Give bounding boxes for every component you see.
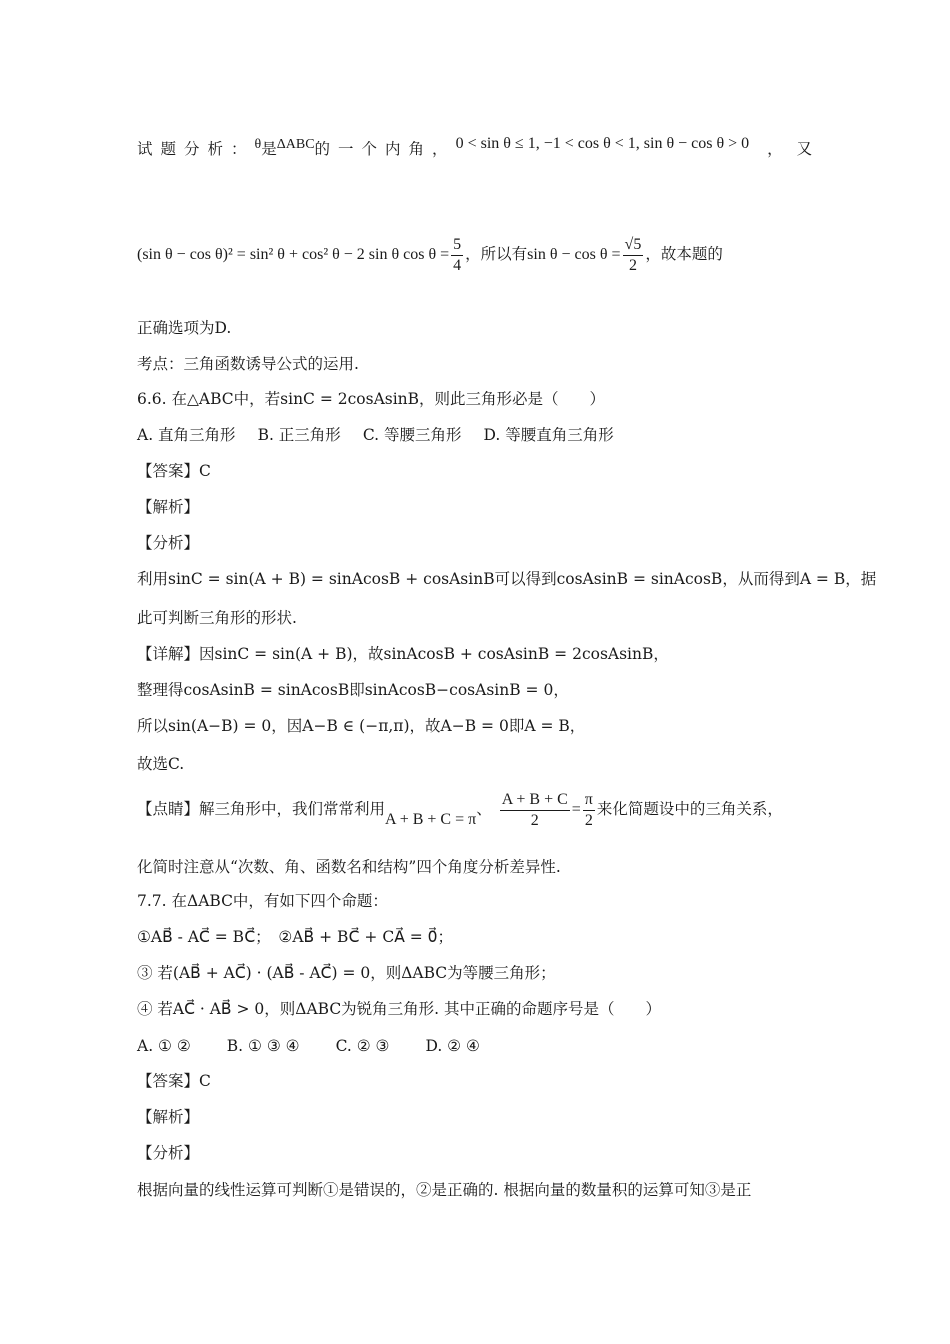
dianjing-separator: 、: [476, 800, 492, 818]
q7-jiexi-heading: 【解析】: [137, 1108, 200, 1126]
q6-stem: 6.6. 在△ABC中，若sinC = 2cosAsinB，则此三角形必是（ ）: [137, 390, 606, 408]
half-angle-fraction: $\frac{A + B + C}{2}$: [501, 790, 568, 829]
text-you: ，又: [767, 140, 827, 158]
q7-stem: 7.7. 在ΔABC中，有如下四个命题：: [137, 892, 388, 910]
q6-fenxi-heading: 【分析】: [137, 534, 200, 552]
q6-jiexi-heading: 【解析】: [137, 498, 200, 516]
identity-expression: (sin θ − cos θ)² = sin² θ + cos² θ − 2 sin θ cos θ =: [137, 246, 450, 263]
q6-answer: 【答案】C: [137, 462, 211, 480]
dianjing-suffix: 来化简题设中的三角关系，: [596, 800, 783, 818]
q6-option-c: C. 等腰三角形: [362, 426, 462, 444]
kaodian-line: 考点：三角函数诱导公式的运用.: [137, 355, 359, 373]
q7-proposition-4: ④ 若AC⃗ · AB⃗ > 0，则ΔABC为锐角三角形. 其中正确的命题序号是（ ）: [137, 1000, 662, 1018]
q6-option-d: D. 等腰直角三角形: [483, 426, 614, 444]
text-guben: ，故本题的: [645, 245, 723, 263]
q6-option-b: B. 正三角形: [257, 426, 341, 444]
q7-fenxi-text-1: 根据向量的线性运算可判断①是错误的，②是正确的. 根据向量的数量积的运算可知③是正: [137, 1181, 752, 1199]
q6-detail-3: 所以sin(A−B) = 0，因A−B ∈ (−π,π)，故A−B = 0即A = B，: [137, 717, 586, 735]
pi-half-fraction: $\frac{\pi}{2}$: [584, 790, 593, 829]
triangle-abc: ΔABC: [276, 137, 315, 152]
q6-detail-4: 故选C.: [137, 755, 185, 773]
q7-fenxi-heading: 【分析】: [137, 1144, 200, 1162]
q7-answer: 【答案】C: [137, 1072, 211, 1090]
q6-dianjing-line-2: 化简时注意从“次数、角、函数名和结构”四个角度分析差异性.: [137, 858, 561, 876]
q6-option-a: A. 直角三角形: [137, 426, 236, 444]
q7-option-b: B. ① ③ ④: [226, 1037, 300, 1055]
inequality-expression: 0 < sin θ ≤ 1, −1 < cos θ < 1, sin θ − cos θ > 0: [455, 135, 750, 152]
q7-options: [137, 1035, 815, 1057]
q6-options: [137, 424, 815, 446]
q7-option-c: C. ② ③: [335, 1037, 390, 1055]
dianjing-text: 【点睛】解三角形中，我们常常利用: [137, 800, 386, 818]
q6-fenxi-text-2: 此可判断三角形的形状.: [137, 609, 297, 627]
q6-fenxi-text-1: 利用sinC = sin(A + B) = sinAcosB + cosAsinB可以得到cosAsinB = sinAcosB，从而得到A = B，据: [137, 570, 877, 588]
angle-sum-equation: A + B + C = π: [385, 811, 477, 828]
analysis-line-3: 正确选项为D.: [137, 319, 232, 337]
equals-sign: =: [571, 801, 581, 818]
fraction-5-4: $\frac{5}{4}$: [453, 235, 462, 274]
text-inner-angle: 的一个内角，: [314, 140, 456, 158]
analysis-line-2: [137, 228, 815, 281]
q7-proposition-3: ③ 若(AB⃗ + AC⃗) · (AB⃗ - AC⃗) = 0，则ΔABC为等腰三角形；: [137, 964, 556, 982]
difference-expression: sin θ − cos θ =: [527, 246, 621, 263]
theta-symbol: θ: [254, 137, 262, 152]
analysis-line-1: [137, 135, 827, 162]
q6-detail-1: 【详解】因sinC = sin(A + B)，故sinAcosB + cosAsinB = 2cosAsinB，: [137, 645, 669, 663]
q6-detail-2: 整理得cosAsinB = sinAcosB即sinAcosB−cosAsinB = 0，: [137, 681, 569, 699]
text-suoyi: ，所以有: [465, 245, 528, 263]
q7-option-d: D. ② ④: [425, 1037, 480, 1055]
q7-option-a: A. ① ②: [137, 1037, 191, 1055]
q6-dianjing-line: [137, 786, 815, 833]
fraction-sqrt5-2: $\frac{√5}{2}$: [624, 235, 642, 274]
q7-proposition-1-2: ①AB⃗ - AC⃗ = BC⃗； ②AB⃗ + BC⃗ + CA⃗ = 0⃗；: [137, 928, 453, 946]
text-shi: 是: [261, 140, 277, 158]
analysis-label: 试题分析：: [137, 140, 255, 158]
